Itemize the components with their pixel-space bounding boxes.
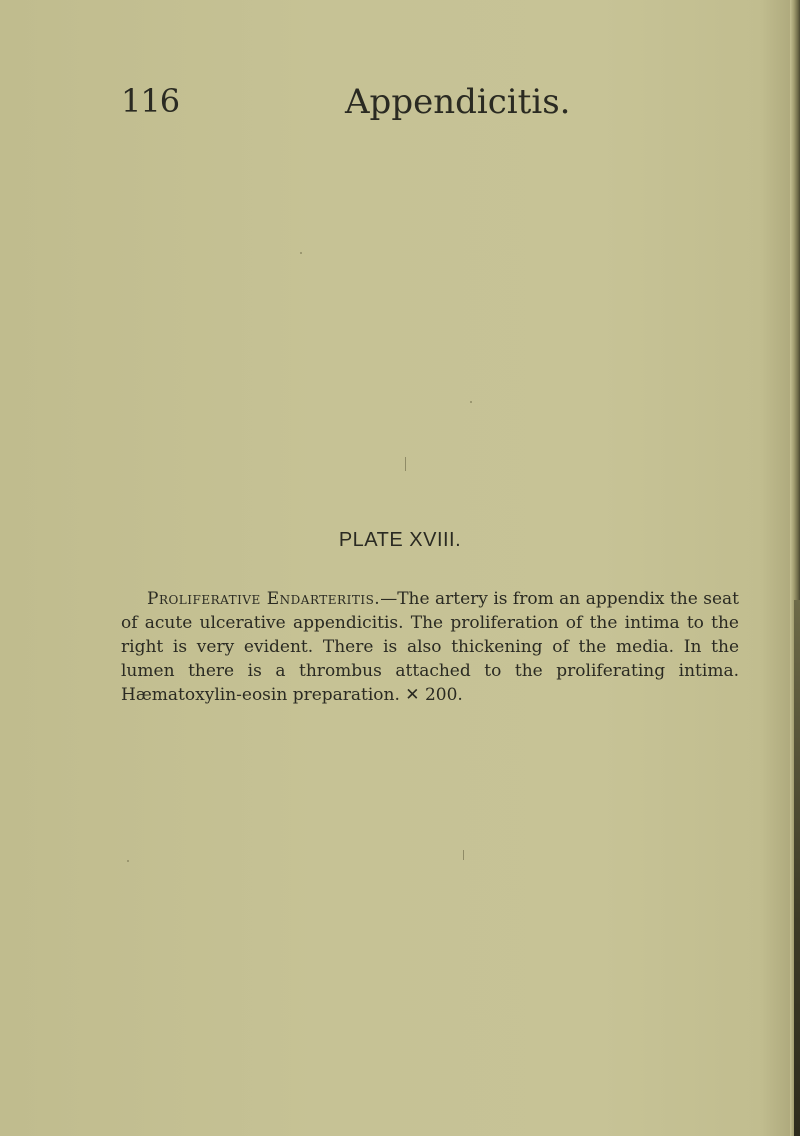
paper-speck: [405, 457, 406, 471]
plate-title: PLATE XVIII.: [338, 529, 462, 551]
caption-text: —The artery is from an appendix the seat of acute ulcerative appendicitis. The proliferation of the intima to the right is very evident. There is also thickening of the media. In the lumen there is a thrombus attached to the proliferating intima. Hæmatoxylin-eosin preparation. ✕ 200.: [121, 589, 739, 705]
paper-speck: [300, 252, 302, 254]
paper-speck: [127, 860, 129, 862]
page-number: 116: [121, 82, 180, 120]
page-edge-dark: [794, 600, 800, 1136]
running-title: Appendicitis.: [345, 82, 571, 122]
plate-caption: [121, 587, 739, 707]
paper-speck: [463, 850, 464, 860]
caption-heading: Proliferative Endarteritis.: [147, 589, 381, 609]
page-header: [0, 82, 800, 132]
paper-speck: [470, 401, 472, 403]
